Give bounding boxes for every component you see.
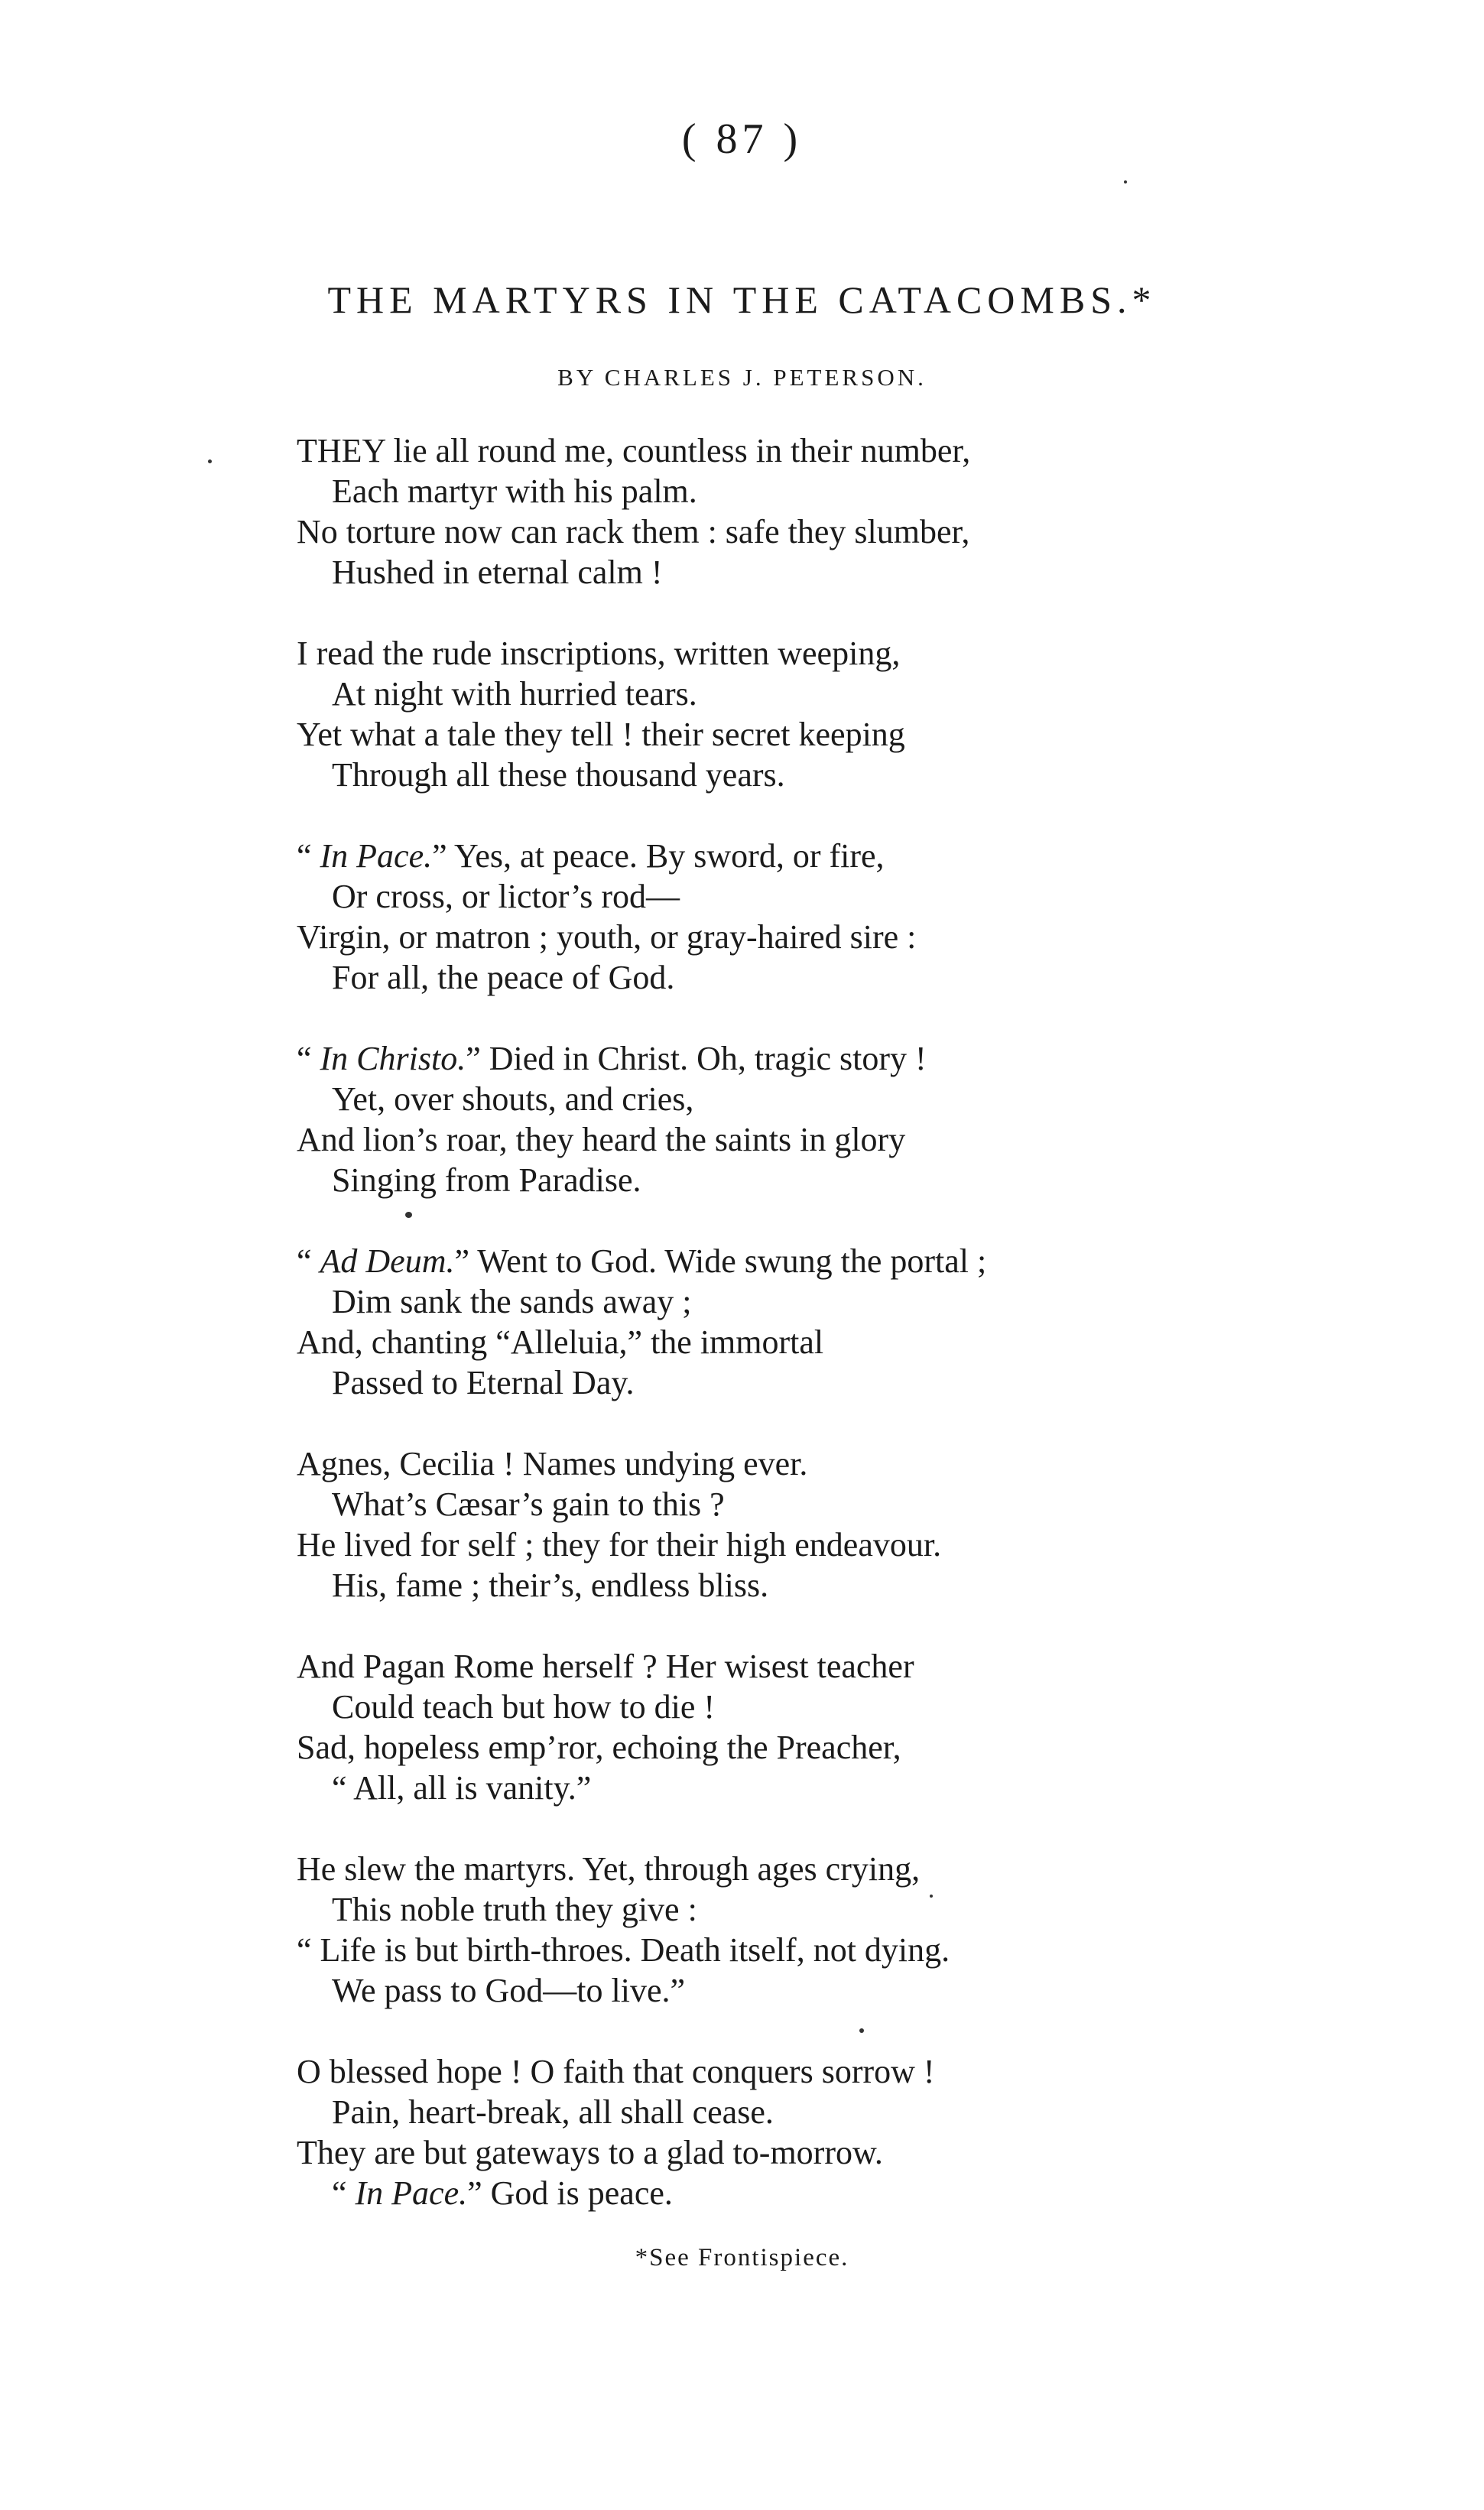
stanza-4 [297,1038,1474,1200]
verse-line: Virgin, or matron ; youth, or gray-haired sire : [297,918,917,956]
verse-line: They are but gateways to a glad to-morrow. [297,2134,883,2171]
verse-line: Hushed in eternal calm ! [332,554,663,591]
verse-line: THEY lie all round me, countless in their number, [297,432,971,469]
verse-line: Dim sank the sands away ; [332,1283,692,1320]
verse-line: And lion’s roar, they heard the saints in glory [297,1121,906,1158]
verse-line: “ Life is but birth-throes. Death itself, not dying. [297,1931,950,1969]
scan-speck [1124,180,1127,183]
verse-line [297,2173,1474,2213]
stanza-8 [297,1849,1474,2011]
open-quote: “ [297,1040,320,1077]
verse-line [297,1241,1474,1281]
latin-phrase: In Pace. [320,837,433,875]
verse-line: Pain, heart-break, all shall cease. [332,2093,774,2131]
verse-line: Passed to Eternal Day. [332,1364,635,1401]
verse-line: He lived for self ; they for their high endeavour. [297,1526,942,1563]
verse-line: Sad, hopeless emp’ror, echoing the Preacher, [297,1729,901,1766]
verse-line: I read the rude inscriptions, written weeping, [297,635,901,672]
verse-line: Each martyr with his palm. [332,472,697,510]
verse-line: This noble truth they give : [332,1891,697,1928]
verse-line: At night with hurried tears. [332,675,697,713]
verse-line: No torture now can rack them : safe they slumber, [297,513,970,550]
verse-line: What’s Cæsar’s gain to this ? [332,1486,725,1523]
stanza-2 [297,633,1474,795]
verse-line: Agnes, Cecilia ! Names undying ever. [297,1445,808,1482]
latin-phrase: In Christo. [320,1040,466,1077]
latin-phrase: Ad Deum. [320,1242,455,1280]
stanza-9 [297,2051,1474,2213]
stanza-3 [297,836,1474,998]
verse-line: His, fame ; their’s, endless bliss. [332,1567,769,1604]
line-rest: ” Yes, at peace. By sword, or fire, [432,837,885,875]
verse-line: Or cross, or lictor’s rod— [332,878,680,915]
verse-line: For all, the peace of God. [332,959,675,996]
verse-line: Yet, over shouts, and cries, [332,1080,694,1118]
open-quote: “ [297,837,320,875]
verse-line: Could teach but how to die ! [332,1688,716,1726]
line-rest: ” Went to God. Wide swung the portal ; [454,1242,987,1280]
verse-line [297,1038,1474,1079]
verse-line: Yet what a tale they tell ! their secret keeping [297,716,905,753]
verse-line: He slew the martyrs. Yet, through ages crying, [297,1850,921,1888]
verse-line: And, chanting “Alleluia,” the immortal [297,1323,824,1361]
verse-line: Through all these thousand years. [332,756,785,794]
poem-title: THE MARTYRS IN THE CATACOMBS.* [327,278,1157,321]
poem-body [297,430,1474,2254]
verse-line: Singing from Paradise. [332,1161,641,1199]
line-rest: ” Died in Christ. Oh, tragic story ! [466,1040,927,1077]
verse-line: O blessed hope ! O faith that conquers sorrow ! [297,2053,935,2090]
scan-speck [208,459,212,463]
line-rest: ” God is peace. [467,2174,673,2212]
page-number: ( 87 ) [681,115,803,163]
footnote: *See Frontispiece. [635,2244,849,2271]
scan-speck [859,2028,864,2033]
verse-line [297,836,1474,876]
stanza-5 [297,1241,1474,1403]
open-quote: “ [332,2174,356,2212]
verse-line: We pass to God—to live.” [332,1972,686,2009]
verse-line: “ All, all is vanity.” [332,1769,592,1807]
scan-speck [405,1212,412,1218]
poem-byline: BY CHARLES J. PETERSON. [557,364,927,391]
latin-phrase: In Pace. [355,2174,468,2212]
scan-speck [930,1895,933,1898]
verse-line: And Pagan Rome herself ? Her wisest teacher [297,1648,914,1685]
stanza-7 [297,1646,1474,1808]
stanza-6 [297,1443,1474,1606]
open-quote: “ [297,1242,320,1280]
stanza-1 [297,430,1474,593]
